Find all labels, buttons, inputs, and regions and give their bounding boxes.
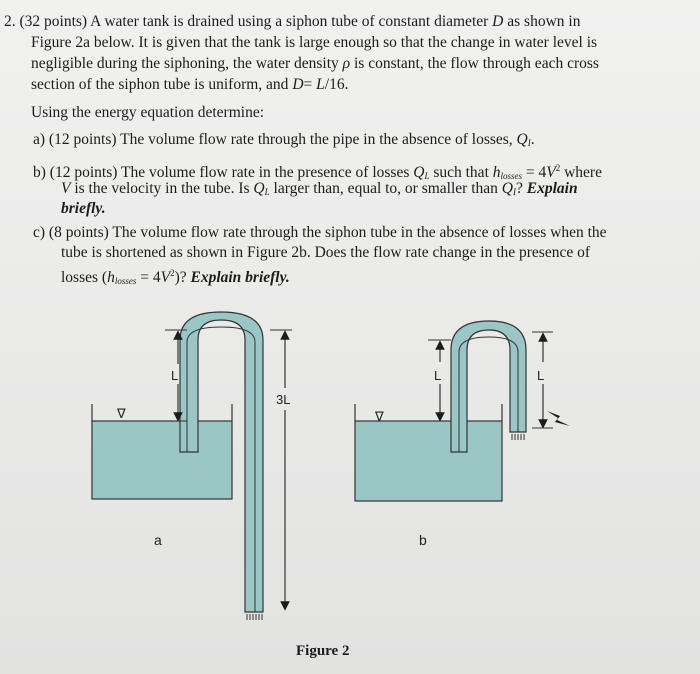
part-b-line-3: briefly. (61, 200, 106, 217)
tank-b-water (355, 421, 502, 501)
figure-b (355, 321, 570, 548)
problem-number: 2. (4, 13, 16, 30)
part-a-label: a) (33, 131, 46, 148)
dim-label-3L: 3L (276, 392, 291, 407)
intro-line: Using the energy equation determine: (31, 104, 265, 121)
problem-points: (32 points) (19, 13, 88, 30)
dim-label-L-a: L (171, 368, 179, 383)
outlet-a-hatch (247, 614, 262, 620)
part-a: a) (12 points) The volume flow rate through the pipe in the absence of losses, $Q_I$. (33, 131, 535, 148)
figure-caption: Figure 2 (296, 643, 350, 659)
part-c-line-2: tube is shortened as shown in Figure 2b. Does the flow rate change in the presence of (61, 244, 591, 261)
problem-line-4: section of the siphon tube is uniform, and D= L/16. (31, 76, 349, 93)
part-b-label: b) (33, 164, 46, 181)
part-b-line-2: V is the velocity in the tube. Is $Q_L$ larger than, equal to, or smaller than $Q_I$? Explain (61, 180, 578, 197)
part-c-line-3: losses $(h_{losses} = 4V^2)$? Explain briefly. (61, 268, 290, 286)
figure-b-label: b (419, 532, 427, 548)
problem-line-2: Figure 2a below. It is given that the tank is large enough so that the change in water level is (31, 34, 598, 51)
problem-line-1: 2. (32 points) A water tank is drained using a siphon tube of constant diameter D as shown in (4, 13, 581, 30)
water-surface-icon: ∇ (117, 406, 126, 421)
tank-a-water (92, 421, 232, 499)
figure-a-label: a (154, 532, 162, 548)
dim-label-L-b2: L (537, 368, 545, 383)
figure-a (92, 312, 292, 620)
part-b-line-1: b) (12 points) The volume flow rate in the presence of losses $Q_L$ such that $h_{losses} = 4V^2$ where (33, 163, 602, 181)
problem-line-3: negligible during the siphoning, the water density ρ is constant, the flow through each cross (31, 55, 599, 72)
water-surface-icon-b: ∇ (375, 409, 384, 424)
outlet-b-hatch (512, 434, 524, 440)
part-c-label: c) (33, 224, 46, 241)
dim-label-L-b1: L (434, 368, 442, 383)
part-c-line-1: c) (8 points) The volume flow rate through the siphon tube in the absence of losses when the (33, 224, 607, 241)
pointer-arrow-icon (547, 411, 570, 426)
figure-2 (0, 300, 700, 674)
